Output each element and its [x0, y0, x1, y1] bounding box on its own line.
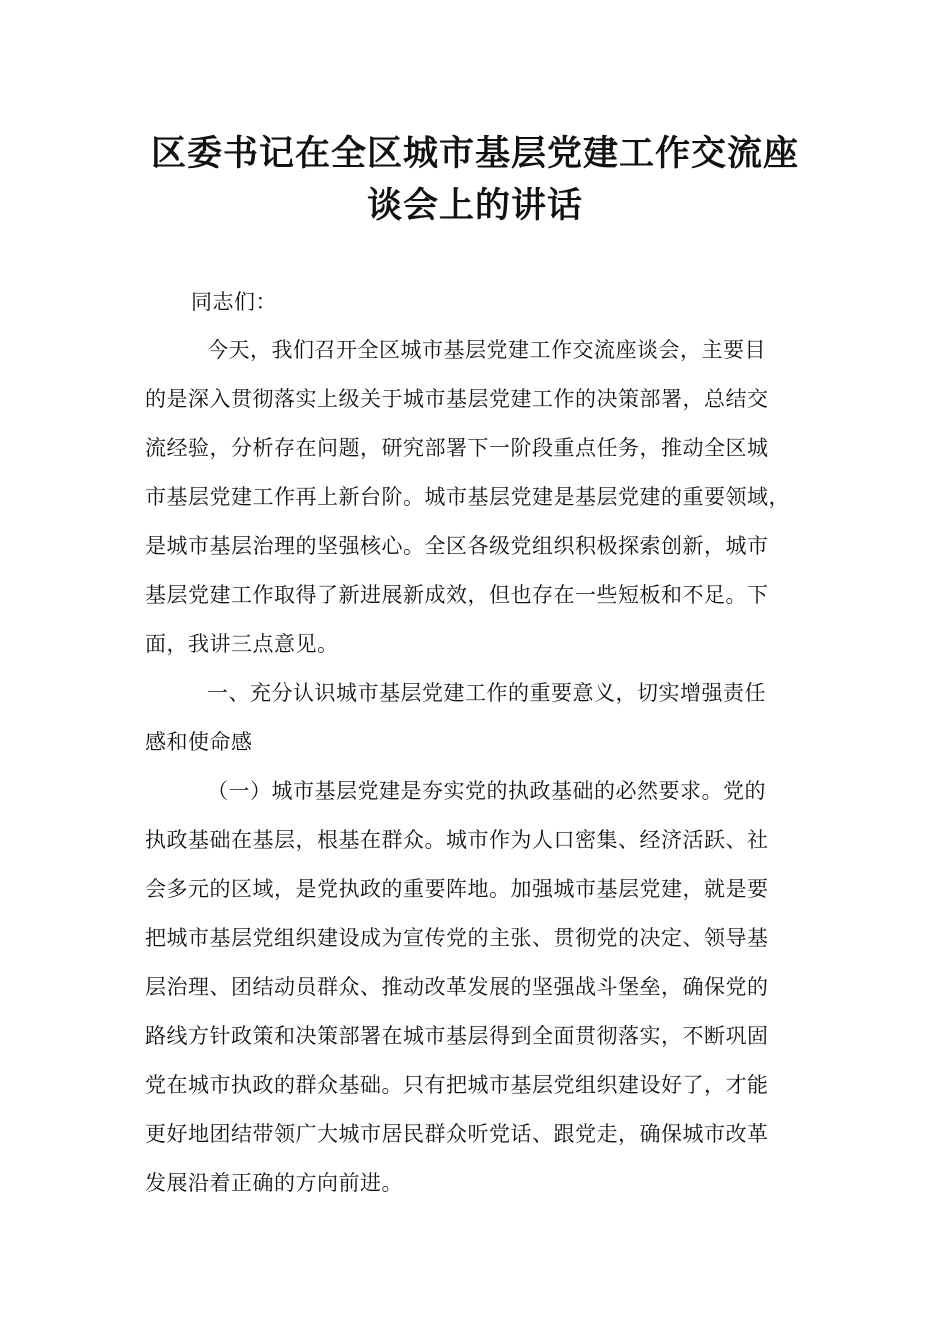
text-line: 流经验，分析存在问题，研究部署下一阶段重点任务，推动全区城: [145, 436, 769, 460]
text-line: 的是深入贯彻落实上级关于城市基层党建工作的决策部署，总结交: [145, 387, 769, 411]
text-line: 感和使命感: [145, 730, 253, 754]
text-line: 今天，我们召开全区城市基层党建工作交流座谈会，主要目: [207, 338, 766, 362]
text-line: 面，我讲三点意见。: [145, 632, 339, 656]
title-line-1: 区委书记在全区城市基层党建工作交流座: [150, 134, 799, 174]
title-line-2: 谈会上的讲话: [366, 186, 583, 226]
text-line: 市基层党建工作再上新台阶。城市基层党建是基层党建的重要领域，: [145, 485, 790, 509]
text-line: 是城市基层治理的坚强核心。全区各级党组织积极探索创新，城市: [145, 534, 769, 558]
document-title: [120, 128, 830, 232]
text-line: 路线方针政策和决策部署在城市基层得到全面贯彻落实，不断巩固: [145, 1024, 769, 1048]
text-line: 更好地团结带领广大城市居民群众听党话、跟党走，确保城市改革: [145, 1122, 769, 1146]
text-line: 基层党建工作取得了新进展新成效，但也存在一些短板和不足。下: [145, 583, 769, 607]
salutation: 同志们：: [191, 290, 277, 314]
text-line: 把城市基层党组织建设成为宣传党的主张、贯彻党的决定、领导基: [145, 926, 769, 950]
text-line: 层治理、团结动员群众、推动改革发展的坚强战斗堡垒，确保党的: [145, 975, 769, 999]
text-line: （一）城市基层党建是夯实党的执政基础的必然要求。党的: [207, 779, 766, 803]
text-line: 发展沿着正确的方向前进。: [145, 1171, 403, 1195]
text-line: 执政基础在基层，根基在群众。城市作为人口密集、经济活跃、社: [145, 828, 769, 852]
text-line: 一、充分认识城市基层党建工作的重要意义，切实增强责任: [207, 681, 766, 705]
text-line: 党在城市执政的群众基础。只有把城市基层党组织建设好了，才能: [145, 1073, 769, 1097]
text-line: 会多元的区域，是党执政的重要阵地。加强城市基层党建，就是要: [145, 877, 769, 901]
